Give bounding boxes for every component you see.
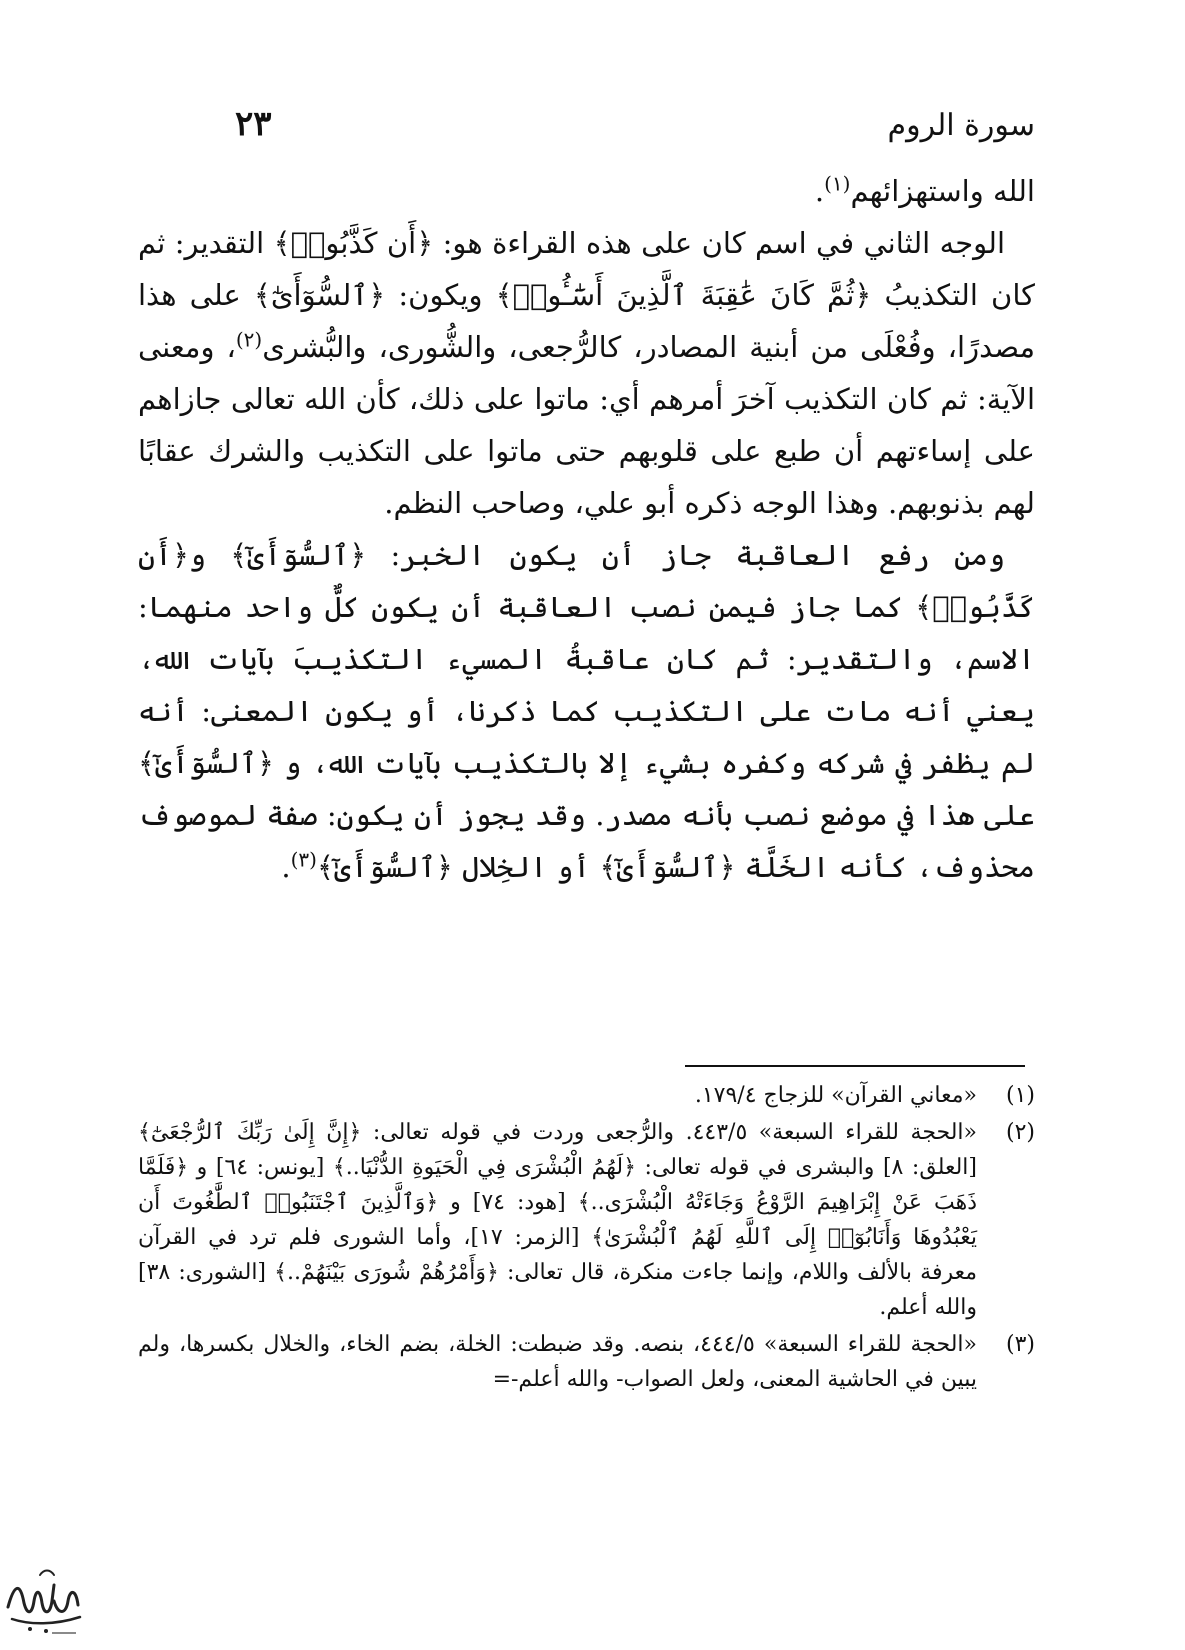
paragraph-2: [138, 217, 1035, 529]
footnote-number: (١): [1005, 1083, 1035, 1108]
footnote-separator: [685, 1065, 1025, 1067]
footnote-ref-3: (٣): [290, 847, 317, 872]
footnote-number: (٣): [1005, 1332, 1035, 1357]
footnote-1: [138, 1078, 1035, 1113]
footnotes: [138, 1078, 1035, 1399]
paragraph-2-continued: ، ومعنى الآية: ثم كان التكذيب آخرَ أمرهم أي: ماتوا على ذلك، كأن الله تعالى جازاهم على إساءتهم أن طبع على قلوبهم حتى ماتوا على التكذيب والشرك عقابًا لهم بذنوبهم. وهذا الوجه ذكره أبو علي، وصاحب النظم.: [138, 330, 1035, 520]
footnote-text: «الحجة للقراء السبعة» ٤٤٣/٥. والرُّجعى وردت في قوله تعالى: ﴿إِنَّ إِلَىٰ رَبِّكَ ٱلرُّجْعَىٰٓ﴾ [العلق: ٨] والبشرى في قوله تعالى: ﴿لَهُمُ الْبُشْرَى فِي الْحَيَوةِ الدُّنْيَا..﴾ [يونس: ٦٤] و ﴿فَلَمَّا ذَهَبَ عَنْ إِبْرَاهِيمَ الرَّوْعُ وَجَاءَتْهُ الْبُشْرَى..﴾ [هود: ٧٤] و ﴿وَٱلَّذِينَ ٱجْتَنَبُوا۟ ٱلطَّٰغُوتَ أَن يَعْبُدُوهَا وَأَنَابُوٓا۟ إِلَى ٱللَّهِ لَهُمُ ٱلْبُشْرَىٰ﴾ [الزمر: ١٧]، وأما الشورى فلم ترد في القرآن معرفة بالألف واللام، وإنما جاءت منكرة، قال تعالى: ﴿وَأَمْرُهُمْ شُورَى بَيْنَهُمْ..﴾ [الشورى: ٣٨] والله أعلم.: [138, 1120, 977, 1320]
paragraph-3-end: .: [281, 850, 291, 884]
footnote-3: [138, 1327, 1035, 1397]
footnote-text: «الحجة للقراء السبعة» ٤٤٤/٥، بنصه. وقد ضبطت: الخلة، بضم الخاء، والخلال بكسرها، ولم يبين في الحاشية المعنى، ولعل الصواب- والله أعلم-=: [138, 1332, 977, 1392]
paragraph-2-text: الوجه الثاني في اسم كان على هذه القراءة هو: ﴿أَن كَذَّبُوا۟﴾ التقدير: ثم كان التكذيبُ ﴿ثُمَّ كَانَ عَٰقِبَةَ ٱلَّذِينَ أَسَٰٓـُٔوا۟﴾ ويكون: ﴿ٱلسُّوٓأَىٰٓ﴾ على هذا مصدرًا، وفُعْلَى من أبنية المصادر، كالرُّجعى، والشُّورى، والبُّشرى: [138, 226, 1036, 364]
watermark-logo-icon: [0, 1545, 88, 1645]
page-number: ٢٣: [235, 104, 272, 144]
footnote-2: [138, 1115, 1035, 1325]
footnote-text: «معاني القرآن» للزجاج ١٧٩/٤.: [694, 1083, 977, 1108]
paragraph-1-end: .: [814, 174, 825, 208]
main-text: [138, 165, 1035, 893]
footnote-ref-1: (١): [824, 171, 851, 196]
paragraph-3-text: ومن رفع العاقبة جاز أن يكون الخبر: ﴿ٱلسُّوٓأَىٰٓ﴾ و﴿أَن كَذَّبُوا۟﴾ كما جاز فيمن نصب العاقبة أن يكون كلٌّ واحد منهما: الاسم، والتقدير: ثم كان عاقبةُ المسيء التكذيبَ بآيات الله، يعني أنه مات على التكذيب كما ذكرنا، أو يكون المعنى: أنه لم يظفر في شركه وكفره بشيء إلا بالتكذيب بآيات الله، و ﴿ٱلسُّوٓأَىٰٓ﴾ على هذا في موضع نصب بأنه مصدر. وقد يجوز أن يكون: صفة لموصوف محذوف، كأنه الخَلَّة ﴿ٱلسُّوٓأَىٰٓ﴾ أو الخِلال ﴿ٱلسُّوٓأَىٰٓ﴾: [138, 538, 1035, 884]
surah-title: سورة الروم: [887, 108, 1035, 143]
paragraph-1-text: الله واستهزائهم: [850, 174, 1035, 208]
paragraph-3: [138, 529, 1035, 893]
paragraph-1: [138, 165, 1035, 217]
footnote-number: (٢): [1005, 1120, 1035, 1145]
footnote-ref-2: (٢): [235, 327, 263, 352]
page-header: [150, 104, 1035, 158]
